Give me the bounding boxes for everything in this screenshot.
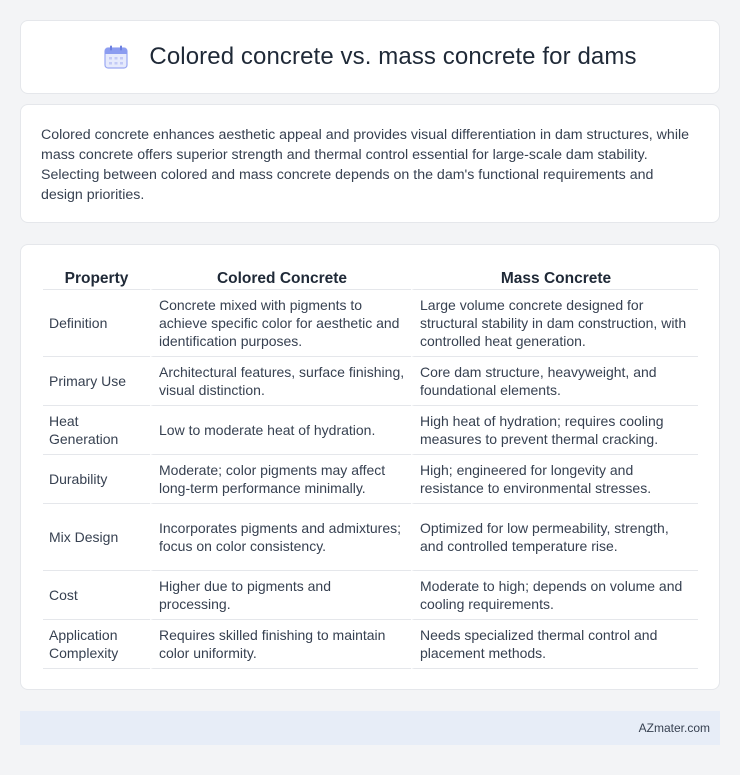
calendar-icon xyxy=(103,44,129,70)
mass-concrete-cell: Core dam structure, heavyweight, and foundational elements. xyxy=(411,357,698,406)
row-property-cell: Heat Generation xyxy=(43,406,150,455)
row-property-cell: Definition xyxy=(43,290,150,357)
colored-concrete-cell: Requires skilled finishing to maintain color uniformity. xyxy=(150,620,411,669)
mass-concrete-cell: Moderate to high; depends on volume and cooling requirements. xyxy=(411,571,698,620)
header-inner xyxy=(103,43,636,71)
column-header-property: Property xyxy=(43,266,150,290)
row-property-cell: Primary Use xyxy=(43,357,150,406)
colored-concrete-cell: Concrete mixed with pigments to achieve specific color for aesthetic and identification purposes. xyxy=(150,290,411,357)
column-header-colored-concrete: Colored Concrete xyxy=(150,266,411,290)
colored-concrete-cell: Higher due to pigments and processing. xyxy=(150,571,411,620)
table-row xyxy=(43,406,698,455)
mass-concrete-cell: Large volume concrete designed for structural stability in dam construction, with controlled heat generation. xyxy=(411,290,698,357)
table-header-row xyxy=(43,266,698,290)
table-row xyxy=(43,504,698,571)
intro-text: Colored concrete enhances aesthetic appeal and provides visual differentiation in dam structures, while mass concrete offers superior strength and thermal control essential for large-scale dam stability. Selecting between colored and mass concrete depends on the dam's functional requirements and design priorities. xyxy=(41,127,690,203)
mass-concrete-cell: High heat of hydration; requires cooling measures to prevent thermal cracking. xyxy=(411,406,698,455)
row-property-cell: Mix Design xyxy=(43,504,150,571)
table-row xyxy=(43,571,698,620)
row-property-cell: Cost xyxy=(43,571,150,620)
intro-card xyxy=(20,104,720,223)
table-row xyxy=(43,290,698,357)
row-property-cell: Application Complexity xyxy=(43,620,150,669)
colored-concrete-cell: Moderate; color pigments may affect long-term performance minimally. xyxy=(150,455,411,504)
comparison-card xyxy=(20,244,720,690)
row-property-cell: Durability xyxy=(43,455,150,504)
header-card xyxy=(20,20,720,94)
table-row xyxy=(43,620,698,669)
colored-concrete-cell: Low to moderate heat of hydration. xyxy=(150,406,411,455)
page-title: Colored concrete vs. mass concrete for dams xyxy=(149,43,637,70)
footer-bar xyxy=(20,711,720,745)
footer-brand: AZmater.com xyxy=(638,721,710,735)
mass-concrete-cell: High; engineered for longevity and resistance to environmental stresses. xyxy=(411,455,698,504)
colored-concrete-cell: Incorporates pigments and admixtures; focus on color consistency. xyxy=(150,504,411,571)
mass-concrete-cell: Needs specialized thermal control and placement methods. xyxy=(411,620,698,669)
mass-concrete-cell: Optimized for low permeability, strength, and controlled temperature rise. xyxy=(411,504,698,571)
colored-concrete-cell: Architectural features, surface finishing, visual distinction. xyxy=(150,357,411,406)
table-row xyxy=(43,455,698,504)
comparison-table xyxy=(43,266,698,669)
table-row xyxy=(43,357,698,406)
column-header-mass-concrete: Mass Concrete xyxy=(411,266,698,290)
